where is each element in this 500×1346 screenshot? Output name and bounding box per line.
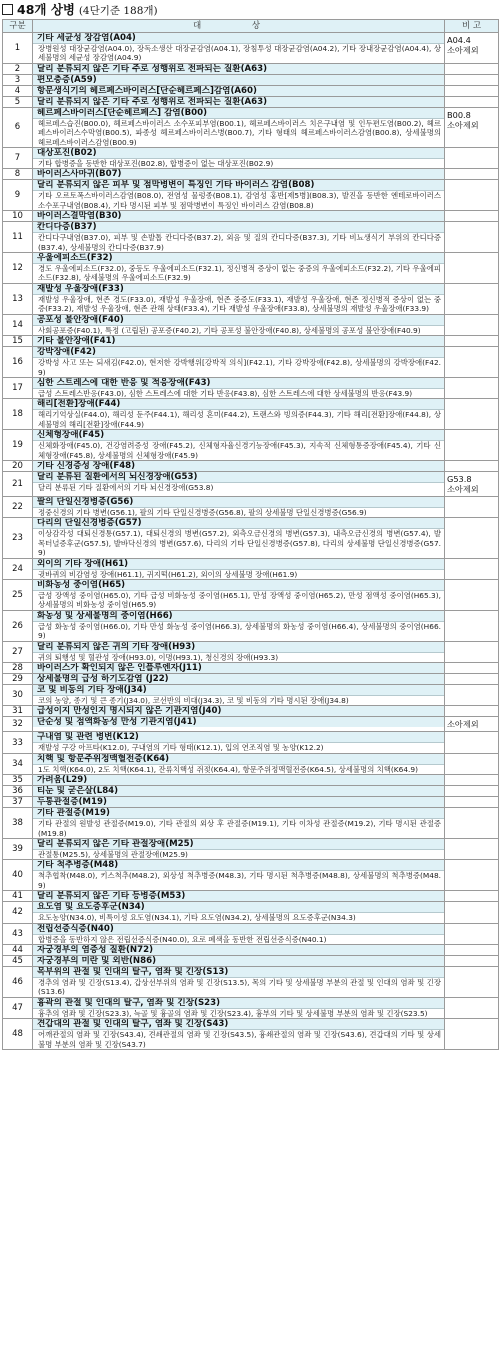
table-row bbox=[3, 956, 499, 967]
row-number: 44 bbox=[3, 945, 33, 956]
row-number: 23 bbox=[3, 518, 33, 558]
row-content bbox=[33, 347, 445, 378]
row-number: 14 bbox=[3, 314, 33, 335]
row-content bbox=[33, 74, 445, 85]
disease-group-title: 기타 신경증성 장애(F48) bbox=[33, 461, 444, 471]
disease-group-title: 공포성 불안장애(F40) bbox=[33, 315, 444, 326]
table-row bbox=[3, 314, 499, 335]
table-row bbox=[3, 377, 499, 398]
disease-group-title: 재발성 우울장애(F33) bbox=[33, 284, 444, 295]
row-note bbox=[445, 775, 499, 786]
table-row bbox=[3, 732, 499, 753]
row-content bbox=[33, 496, 445, 517]
row-number: 11 bbox=[3, 222, 33, 253]
row-number: 20 bbox=[3, 460, 33, 471]
disease-group-title: 코 및 비동의 기타 장애(J34) bbox=[33, 685, 444, 696]
row-content bbox=[33, 336, 445, 347]
row-number: 42 bbox=[3, 902, 33, 923]
disease-group-title: 자궁경부의 염증성 질환(N72) bbox=[33, 945, 444, 955]
disease-subcodes: 경추의 염좌 및 긴장(S13.4), 갑상선부위의 염좌 및 긴장(S13.5), 목의 기타 및 상세불명 부분의 관절 및 인대의 염좌 및 긴장(S13.6) bbox=[38, 978, 441, 997]
row-number: 17 bbox=[3, 377, 33, 398]
disease-subcodes: 흉추의 염좌 및 긴장(S23.3), 늑골 및 흉골의 염좌 및 긴장(S23.4), 흉부의 기타 및 상세불명 부분의 염좌 및 긴장(S23.5) bbox=[38, 1008, 428, 1018]
disease-subcodes: 관절통(M25.5), 상세불명의 관절장애(M25.9) bbox=[38, 850, 188, 860]
disease-subcodes: 기타 오르토폭스바이러스감염(B08.0), 전염성 물렁종(B08.1), 감염성 홍반[제5병](B08.3), 발진을 동반한 엔테로바이러스소수포구내염(B08.4), 기타 명시된 피부 및 점막병변이 특징인 바이러스 감염(B08.8) bbox=[38, 191, 441, 210]
row-note bbox=[445, 211, 499, 222]
row-number: 34 bbox=[3, 753, 33, 774]
disease-subcodes: 경도 우울에피소드(F32.0), 중등도 우울에피소드(F32.1), 정신병적 증상이 없는 중증의 우울에피소드(F32.2), 기타 우울에피소드(F32.8), 상세불명의 우울에피소드(F32.9) bbox=[38, 264, 441, 283]
table-row bbox=[3, 717, 499, 732]
table-row bbox=[3, 283, 499, 314]
row-note bbox=[445, 85, 499, 96]
row-number: 45 bbox=[3, 956, 33, 967]
row-number: 43 bbox=[3, 923, 33, 944]
row-number: 30 bbox=[3, 685, 33, 706]
table-row bbox=[3, 839, 499, 860]
disease-group-title: 기타 불안장애(F41) bbox=[33, 336, 444, 346]
disease-subcodes: 정중신경의 기타 병변(G56.1), 팔의 기타 단일신경병증(G56.8), 팔의 상세불명 단일신경병증(G56.9) bbox=[38, 507, 367, 517]
disease-subcodes: 신체화장애(F45.0), 건강염려증성 장애(F45.2), 신체형자율신경기능장애(F45.3), 지속적 신체형통증장애(F45.4), 기타 신체형장애(F45.8), 상세불명의 신체형장애(F45.9) bbox=[38, 441, 441, 460]
column-header-no: 구분 bbox=[3, 20, 33, 33]
row-number: 13 bbox=[3, 283, 33, 314]
disease-subcodes: 합병증을 동반하지 않은 전립선증식증(N40.0), 요로 폐색을 동반한 전립선증식증(N40.1) bbox=[38, 934, 327, 944]
row-content bbox=[33, 945, 445, 956]
page-subtitle: (4단기준 188개) bbox=[78, 5, 158, 17]
row-number: 38 bbox=[3, 808, 33, 839]
row-number: 1 bbox=[3, 33, 33, 64]
disease-group-title: 티눈 및 굳은살(L84) bbox=[33, 786, 444, 796]
table-row bbox=[3, 579, 499, 610]
row-note: 소아제외 bbox=[445, 717, 499, 732]
row-number: 6 bbox=[3, 107, 33, 147]
disease-group-title: 대상포진(B02) bbox=[33, 148, 444, 159]
row-content bbox=[33, 706, 445, 717]
row-note bbox=[445, 430, 499, 461]
row-note bbox=[445, 96, 499, 107]
row-note bbox=[445, 283, 499, 314]
row-note bbox=[445, 732, 499, 753]
table-row bbox=[3, 33, 499, 64]
disease-group-title: 해리[전환]장애(F44) bbox=[33, 399, 444, 410]
row-content bbox=[33, 685, 445, 706]
row-number: 18 bbox=[3, 399, 33, 430]
disease-group-title: 다리의 단일신경병증(G57) bbox=[33, 518, 444, 529]
row-content bbox=[33, 717, 445, 732]
disease-group-title: 두통관절증(M19) bbox=[33, 797, 444, 807]
disease-group-title: 바이러스사마귀(B07) bbox=[33, 169, 444, 179]
row-note bbox=[445, 1019, 499, 1050]
disease-subcodes: 달리 분류된 기타 질환에서의 기타 뇌신경장애(G53.8) bbox=[38, 482, 214, 492]
disease-group-title: 편모충증(A59) bbox=[33, 75, 444, 85]
row-number: 7 bbox=[3, 148, 33, 169]
disease-subcodes: 요도농양(N34.0), 비특이성 요도염(N34.1), 기타 요도염(N34.2), 상세불명의 요도증후군(N34.3) bbox=[38, 913, 356, 923]
row-content bbox=[33, 107, 445, 147]
row-note bbox=[445, 460, 499, 471]
row-number: 8 bbox=[3, 169, 33, 180]
row-note bbox=[445, 923, 499, 944]
disease-subcodes: 급성 장액성 중이염(H65.0), 기타 급성 비화농성 중이염(H65.1), 만성 장액성 중이염(H65.2), 만성 점액성 중이염(H65.3), 상세불명의 비화농성 중이염(H65.9) bbox=[38, 590, 441, 610]
row-number: 37 bbox=[3, 797, 33, 808]
row-number: 3 bbox=[3, 74, 33, 85]
disease-subcodes: 이상감각성 대퇴신경통(G57.1), 대퇴신경의 병변(G57.2), 외측오금신경의 병변(G57.3), 내측오금신경의 병변(G57.4), 발목터널증후군(G57.5), 발바닥신경의 병변(G57.6), 다리의 기타 단일신경병증(G57.8), 다리의 상세불명 단일신경병증(G57.9) bbox=[38, 529, 441, 558]
disease-group-title: 흉곽의 관절 및 인대의 탈구, 염좌 및 긴장(S23) bbox=[33, 998, 444, 1009]
table-row bbox=[3, 808, 499, 839]
row-note bbox=[445, 399, 499, 430]
row-note bbox=[445, 169, 499, 180]
disease-subcodes: 귓바퀴의 비감염성 장애(H61.1), 귀지떡(H61.2), 외이의 상세불명 장애(H61.9) bbox=[38, 569, 298, 579]
disease-group-title: 목부위의 관절 및 인대의 탈구, 염좌 및 긴장(S13) bbox=[33, 967, 444, 978]
row-note bbox=[445, 860, 499, 891]
disease-group-title: 달리 분류되지 않은 피부 및 점막병변이 특징인 기타 바이러스 감염(B08) bbox=[33, 180, 444, 191]
row-note bbox=[445, 797, 499, 808]
table-row bbox=[3, 891, 499, 902]
disease-group-title: 바이러스가 확인되지 않은 인플루엔자(J11) bbox=[33, 663, 444, 673]
row-number: 9 bbox=[3, 180, 33, 211]
table-row bbox=[3, 775, 499, 786]
row-number: 12 bbox=[3, 253, 33, 284]
table-row bbox=[3, 107, 499, 147]
table-row bbox=[3, 610, 499, 641]
row-content bbox=[33, 399, 445, 430]
row-number: 19 bbox=[3, 430, 33, 461]
row-note bbox=[445, 148, 499, 169]
table-row bbox=[3, 786, 499, 797]
row-content bbox=[33, 579, 445, 610]
table-row bbox=[3, 685, 499, 706]
row-note bbox=[445, 997, 499, 1018]
disease-subcodes: 1도 치핵(K64.0), 2도 치핵(K64.1), 잔류치핵성 쥐젖(K64.4), 항문주위정맥혈전증(K64.5), 상세불명의 치핵(K64.9) bbox=[38, 764, 418, 774]
table-row bbox=[3, 923, 499, 944]
disease-group-title: 헤르페스바이러스[단순헤르페스] 감염(B00) bbox=[33, 108, 444, 119]
disease-group-title: 달리 분류되지 않은 기타 주로 성행위로 전파되는 질환(A63) bbox=[33, 64, 444, 74]
row-number: 33 bbox=[3, 732, 33, 753]
table-row bbox=[3, 860, 499, 891]
disease-subcodes: 재발성 우울장애, 현존 경도(F33.0), 재발성 우울장애, 현존 중증도(F33.1), 재발성 우울장애, 현존 정신병적 증상이 없는 중증(F33.2), 재발성 우울장애, 현존 관해 상태(F33.4), 기타 재발성 우울장애(F33.8), 상세불명의 재발성 우울장애(F33.9) bbox=[38, 294, 441, 314]
row-note bbox=[445, 253, 499, 284]
row-content bbox=[33, 314, 445, 335]
row-content bbox=[33, 967, 445, 998]
row-note bbox=[445, 377, 499, 398]
row-note: B00.8 소아제외 bbox=[445, 107, 499, 147]
row-number: 4 bbox=[3, 85, 33, 96]
row-note bbox=[445, 753, 499, 774]
disease-group-title: 화농성 및 상세불명의 중이염(H66) bbox=[33, 611, 444, 622]
row-number: 41 bbox=[3, 891, 33, 902]
disease-group-title: 달리 분류된 질환에서의 뇌신경장애(G53) bbox=[33, 472, 444, 483]
row-content bbox=[33, 283, 445, 314]
row-content bbox=[33, 430, 445, 461]
row-number: 31 bbox=[3, 706, 33, 717]
row-number: 32 bbox=[3, 717, 33, 732]
disease-group-title: 견갑대의 관절 및 인대의 탈구, 염좌 및 긴장(S43) bbox=[33, 1019, 444, 1030]
table-row bbox=[3, 85, 499, 96]
row-content bbox=[33, 674, 445, 685]
row-content bbox=[33, 471, 445, 496]
row-note bbox=[445, 180, 499, 211]
table-row bbox=[3, 399, 499, 430]
table-row bbox=[3, 63, 499, 74]
row-note bbox=[445, 902, 499, 923]
row-content bbox=[33, 85, 445, 96]
row-content bbox=[33, 518, 445, 558]
disease-subcodes: 어깨관절의 염좌 및 긴장(S43.4), 견쇄관절의 염좌 및 긴장(S43.5), 흉쇄관절의 염좌 및 긴장(S43.6), 견갑대의 기타 및 상세불명 부분의 염좌 및 긴장(S43.7) bbox=[38, 1030, 441, 1049]
row-content bbox=[33, 460, 445, 471]
row-content bbox=[33, 860, 445, 891]
disease-group-title: 외이의 기타 장애(H61) bbox=[33, 559, 444, 570]
column-header-note: 비 고 bbox=[445, 20, 499, 33]
disease-subcodes: 장병원성 대장균감염(A04.0), 장독소생산 대장균감염(A04.1), 장침투성 대장균감염(A04.2), 기타 장내장균감염(A04.4), 상세불명의 세균성 장감염(A04.9) bbox=[38, 44, 441, 63]
row-note bbox=[445, 558, 499, 579]
checkbox-icon bbox=[2, 4, 13, 15]
row-number: 29 bbox=[3, 674, 33, 685]
disease-subcodes: 척추협착(M48.0), 키스척추(M48.2), 외상성 척추병증(M48.3), 기타 명시된 척추병증(M48.8), 상세불명의 척추병증(M48.9) bbox=[38, 871, 441, 890]
disease-group-title: 기타 세균성 장감염(A04) bbox=[33, 33, 444, 44]
row-content bbox=[33, 33, 445, 64]
row-number: 40 bbox=[3, 860, 33, 891]
disease-group-title: 항문생식기의 헤르페스바이러스[단순헤르페스]감염(A60) bbox=[33, 86, 444, 96]
disease-group-title: 바이러스결막염(B30) bbox=[33, 211, 444, 221]
row-content bbox=[33, 1019, 445, 1050]
table-row bbox=[3, 222, 499, 253]
row-note: A04.4 소아제외 bbox=[445, 33, 499, 64]
row-note bbox=[445, 336, 499, 347]
row-note bbox=[445, 518, 499, 558]
table-row bbox=[3, 430, 499, 461]
disease-group-title: 달리 분류되지 않은 기타 관절장애(M25) bbox=[33, 839, 444, 850]
disease-group-title: 자궁경부의 미란 및 외반(N86) bbox=[33, 956, 444, 966]
row-content bbox=[33, 797, 445, 808]
row-content bbox=[33, 148, 445, 169]
disease-group-title: 달리 분류되지 않은 귀의 기타 장애(H93) bbox=[33, 642, 444, 653]
disease-subcodes: 헤르페스습진(B00.0), 헤르페스바이러스 소수포피부염(B00.1), 헤르페스바이러스 치은구내염 및 인두편도염(B00.2), 헤르페스바이러스수막염(B00.5), 파종성 헤르페스바이러스병(B00.7), 기타 형태의 헤르페스바이러스감염(B00.8), 상세불명의 헤르페스바이러스감염(B00.9) bbox=[38, 118, 441, 147]
row-note bbox=[445, 685, 499, 706]
page-header bbox=[0, 0, 500, 19]
row-number: 15 bbox=[3, 336, 33, 347]
row-note bbox=[445, 314, 499, 335]
row-content bbox=[33, 377, 445, 398]
disease-group-title: 구내염 및 관련 병변(K12) bbox=[33, 732, 444, 743]
row-content bbox=[33, 891, 445, 902]
row-content bbox=[33, 610, 445, 641]
disease-group-title: 달리 분류되지 않은 기타 주로 성행위로 전파되는 질환(A63) bbox=[33, 97, 444, 107]
table-row bbox=[3, 997, 499, 1018]
row-note bbox=[445, 786, 499, 797]
disease-group-title: 급성이지 만성인지 명시되지 않은 기관지염(J40) bbox=[33, 706, 444, 716]
row-content bbox=[33, 63, 445, 74]
table-row bbox=[3, 674, 499, 685]
table-row bbox=[3, 460, 499, 471]
row-content bbox=[33, 641, 445, 662]
disease-subcodes: 칸디다구내염(B37.0), 피부 및 손발톱 칸디다증(B37.2), 외음 및 질의 칸디다증(B37.3), 기타 비뇨생식기 부위의 칸디다증(B37.4), 상세불명의 칸디다증(B37.9) bbox=[38, 233, 441, 252]
row-note bbox=[445, 496, 499, 517]
row-note bbox=[445, 891, 499, 902]
row-content bbox=[33, 558, 445, 579]
row-note bbox=[445, 222, 499, 253]
row-content bbox=[33, 169, 445, 180]
row-content bbox=[33, 663, 445, 674]
table-row bbox=[3, 148, 499, 169]
table-body bbox=[3, 33, 499, 1050]
column-header-target: 대 상 bbox=[33, 20, 445, 33]
table-row bbox=[3, 753, 499, 774]
row-number: 39 bbox=[3, 839, 33, 860]
disease-table bbox=[2, 19, 499, 1050]
row-note bbox=[445, 808, 499, 839]
row-number: 16 bbox=[3, 347, 33, 378]
row-number: 2 bbox=[3, 63, 33, 74]
disease-group-title: 팔의 단일신경병증(G56) bbox=[33, 497, 444, 508]
disease-group-title: 심한 스트레스에 대한 반응 및 적응장애(F43) bbox=[33, 378, 444, 389]
table-row bbox=[3, 74, 499, 85]
disease-group-title: 치핵 및 항문주위정맥혈전증(K64) bbox=[33, 754, 444, 765]
row-note bbox=[445, 63, 499, 74]
disease-group-title: 가려움(L29) bbox=[33, 775, 444, 785]
row-content bbox=[33, 732, 445, 753]
table-row bbox=[3, 558, 499, 579]
disease-subcodes: 기타 관절의 원발성 관절증(M19.0), 기타 관절의 외상 후 관절증(M19.1), 기타 이차성 관절증(M19.2), 기타 명시된 관절증(M19.8) bbox=[38, 819, 441, 838]
row-number: 26 bbox=[3, 610, 33, 641]
row-number: 27 bbox=[3, 641, 33, 662]
table-row bbox=[3, 706, 499, 717]
row-content bbox=[33, 808, 445, 839]
disease-subcodes: 사회공포증(F40.1), 특정 (고립된) 공포증(F40.2), 기타 공포성 불안장애(F40.8), 상세불명의 공포성 불안장애(F40.9) bbox=[38, 325, 421, 335]
row-number: 25 bbox=[3, 579, 33, 610]
row-number: 46 bbox=[3, 967, 33, 998]
row-content bbox=[33, 956, 445, 967]
row-content bbox=[33, 96, 445, 107]
table-row bbox=[3, 518, 499, 558]
disease-group-title: 강박장애(F42) bbox=[33, 347, 444, 358]
row-number: 21 bbox=[3, 471, 33, 496]
disease-subcodes: 재발성 구강 아프타(K12.0), 구내염의 기타 형태(K12.1), 입의 연조직염 및 농양(K12.2) bbox=[38, 743, 324, 753]
table-row bbox=[3, 347, 499, 378]
table-row bbox=[3, 1019, 499, 1050]
table-row bbox=[3, 169, 499, 180]
row-number: 47 bbox=[3, 997, 33, 1018]
row-number: 36 bbox=[3, 786, 33, 797]
disease-group-title: 신체형장애(F45) bbox=[33, 430, 444, 441]
row-note bbox=[445, 945, 499, 956]
row-content bbox=[33, 753, 445, 774]
table-row bbox=[3, 211, 499, 222]
table-row bbox=[3, 253, 499, 284]
table-row bbox=[3, 180, 499, 211]
row-number: 22 bbox=[3, 496, 33, 517]
row-note: G53.8 소아제외 bbox=[445, 471, 499, 496]
disease-group-title: 기타 관절증(M19) bbox=[33, 808, 444, 819]
row-number: 28 bbox=[3, 663, 33, 674]
row-content bbox=[33, 786, 445, 797]
row-content bbox=[33, 211, 445, 222]
row-note bbox=[445, 579, 499, 610]
table-row bbox=[3, 663, 499, 674]
disease-subcodes: 급성 스트레스반응(F43.0), 심한 스트레스에 대한 기타 반응(F43.8), 심한 스트레스에 대한 상세불명의 반응(F43.9) bbox=[38, 388, 413, 398]
row-content bbox=[33, 997, 445, 1018]
row-number: 5 bbox=[3, 96, 33, 107]
disease-group-title: 비화농성 중이염(H65) bbox=[33, 580, 444, 591]
disease-subcodes: 해리기억상실(F44.0), 해리성 둔주(F44.1), 해리성 혼미(F44.2), 트랜스와 빙의증(F44.3), 기타 해리[전환]장애(F44.8), 상세불명의 해리[전환]장애(F44.9) bbox=[38, 410, 441, 429]
disease-group-title: 칸디다증(B37) bbox=[33, 222, 444, 233]
disease-subcodes: 강박성 사고 또는 되새김(F42.0), 현저한 강박행위[강박적 의식](F42.1), 기타 강박장애(F42.8), 상세불명의 강박장애(F42.9) bbox=[38, 358, 441, 377]
disease-group-title: 기타 척추병증(M48) bbox=[33, 860, 444, 871]
disease-group-title: 전립선증식증(N40) bbox=[33, 924, 444, 935]
table-row bbox=[3, 967, 499, 998]
row-content bbox=[33, 839, 445, 860]
row-number: 24 bbox=[3, 558, 33, 579]
disease-group-title: 우울에피소드(F32) bbox=[33, 253, 444, 264]
row-content bbox=[33, 902, 445, 923]
table-row bbox=[3, 496, 499, 517]
row-note bbox=[445, 641, 499, 662]
page-title: 48개 상병 bbox=[17, 2, 75, 17]
row-note bbox=[445, 967, 499, 998]
row-content bbox=[33, 775, 445, 786]
row-note bbox=[445, 839, 499, 860]
row-note bbox=[445, 74, 499, 85]
row-content bbox=[33, 253, 445, 284]
row-note bbox=[445, 663, 499, 674]
row-note bbox=[445, 674, 499, 685]
table-row bbox=[3, 96, 499, 107]
table-header-row bbox=[3, 20, 499, 33]
row-note bbox=[445, 956, 499, 967]
row-content bbox=[33, 923, 445, 944]
table-row bbox=[3, 336, 499, 347]
disease-subcodes: 코의 농양, 종기 및 큰 종기(J34.0), 코선반의 비대(J34.3), 코 및 비동의 기타 명시된 장애(J34.8) bbox=[38, 696, 349, 705]
table-row bbox=[3, 641, 499, 662]
row-content bbox=[33, 222, 445, 253]
disease-group-title: 상세불명의 급성 하기도감염 (J22) bbox=[33, 674, 444, 684]
row-number: 35 bbox=[3, 775, 33, 786]
row-note bbox=[445, 610, 499, 641]
disease-group-title: 단순성 및 점액화농성 만성 기관지염(J41) bbox=[33, 717, 444, 727]
disease-subcodes: 귀의 퇴행성 및 혈관성 장애(H93.0), 이명(H93.1), 청신경의 장애(H93.3) bbox=[38, 652, 279, 662]
table-row bbox=[3, 471, 499, 496]
table-row bbox=[3, 902, 499, 923]
disease-group-title: 달리 분류되지 않은 기타 등병증(M53) bbox=[33, 891, 444, 901]
row-number: 10 bbox=[3, 211, 33, 222]
row-note bbox=[445, 706, 499, 717]
disease-subcodes: 기타 합병증을 동반한 대상포진(B02.8), 합병증이 없는 대상포진(B02.9) bbox=[38, 159, 274, 169]
disease-subcodes: 급성 화농성 중이염(H66.0), 기타 만성 화농성 중이염(H66.3), 상세불명의 화농성 중이염(H66.4), 상세불명의 중이염(H66.9) bbox=[38, 621, 441, 641]
row-number: 48 bbox=[3, 1019, 33, 1050]
table-row bbox=[3, 945, 499, 956]
row-content bbox=[33, 180, 445, 211]
table-row bbox=[3, 797, 499, 808]
disease-group-title: 요도염 및 요도증후군(N34) bbox=[33, 902, 444, 913]
row-note bbox=[445, 347, 499, 378]
